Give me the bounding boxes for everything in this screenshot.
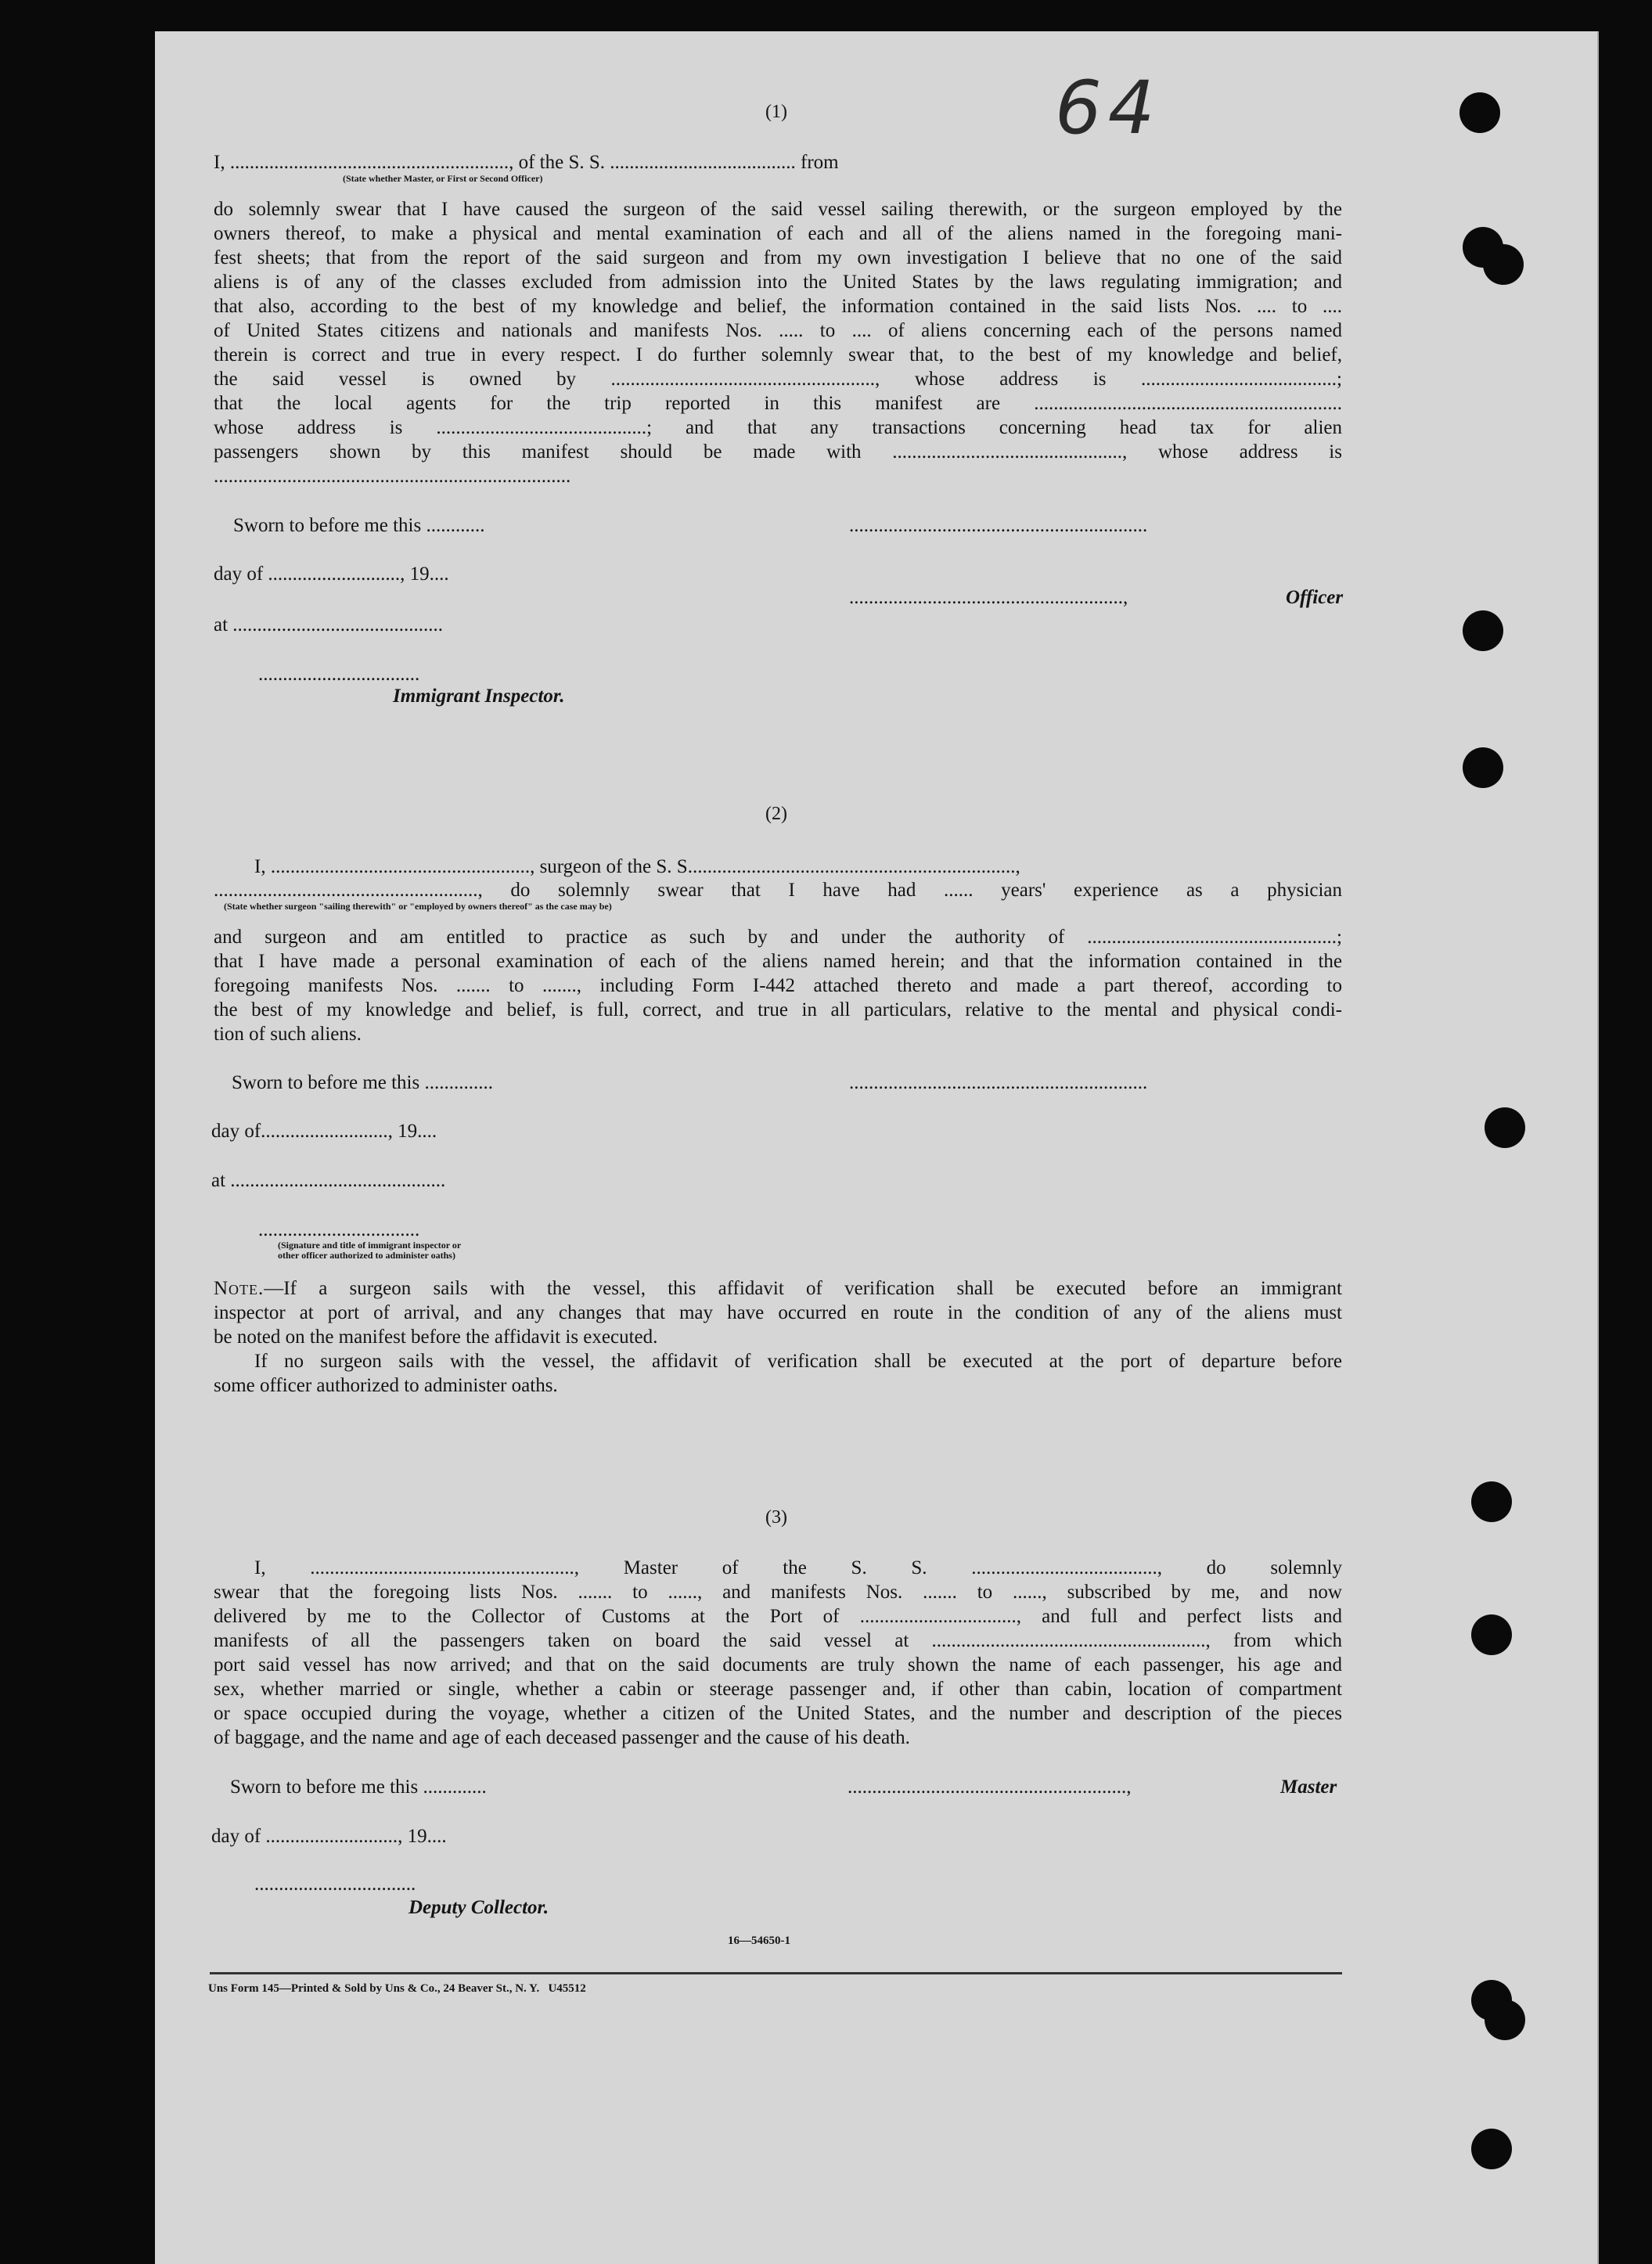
s1-officer-label: Officer [1286,587,1344,608]
s3-body-line: of baggage, and the name and age of each deceased passenger and the cause of his death. [214,1727,910,1748]
s2-note-line: be noted on the manifest before the affidavit is executed. [214,1326,658,1348]
section-2-number: (2) [765,804,787,824]
form-code: 16—54650-1 [728,1935,790,1947]
s2-body-line: the best of my knowledge and belief, is full, correct, and true in all particulars, relative to the mental and physical condi- [214,999,1342,1020]
s2-note-line: inspector at port of arrival, and any changes that may have occurred en route in the condition of any of the aliens must [214,1302,1342,1323]
s2-body-line: and surgeon and am entitled to practice as such by and under the authority of ...................................................; [214,927,1342,948]
s2-body-line: foregoing manifests Nos. ....... to ......., including Form I-442 attached thereto and made a part thereof, according to [214,975,1342,996]
s1-inspector-label: Immigrant Inspector. [393,686,565,707]
handwritten-page-number: 64 [1055,66,1161,151]
s1-body-line: of United States citizens and nationals and manifests Nos. ..... to .... of aliens concerning each of the persons named [214,320,1342,341]
s3-master-dots: ........................................................., [848,1776,1132,1798]
binder-hole [1471,1614,1512,1655]
printer-footer: Uns Form 145—Printed & Sold by Uns & Co., 24 Beaver St., N. Y. U45512 [208,1982,586,1995]
s1-officer-hint: (State whether Master, or First or Second Officer) [343,173,543,184]
s2-sworn-line: Sworn to before me this .............. [232,1072,493,1093]
s3-body-line: port said vessel has now arrived; and that on the said documents are truly shown the name of each passenger, his age and [214,1654,1342,1676]
s2-note-line [214,1276,1342,1301]
s1-day-line: day of ..........................., 19.... [214,563,449,585]
s2-signature-title-dots: ................................. [258,1219,420,1240]
footer-rule [210,1972,1342,1974]
binder-hole [1485,1999,1525,2040]
binder-hole [1463,747,1503,788]
s1-opening-line: I, ........................................................., of the S. S. ...................................... from [214,152,839,173]
s3-collector-label: Deputy Collector. [409,1897,549,1918]
s1-body-line: aliens is of any of the classes excluded from admission into the United States by the laws regulating immigration; and [214,272,1342,293]
s2-signature-dots: ............................................................. [849,1072,1148,1093]
s1-body-line: that the local agents for the trip reported in this manifest are ............................................................... [214,393,1342,414]
binder-hole [1485,1107,1525,1148]
note-text: —If a surgeon sails with the vessel, this affidavit of verification shall be executed before an immigrant [264,1278,1342,1299]
s1-body-line: owners thereof, to make a physical and mental examination of each and all of the aliens named in the foregoing mani- [214,223,1342,244]
binder-hole [1463,610,1503,651]
s2-body-line: that I have made a personal examination of each of the aliens named herein; and that the information contained in the [214,951,1342,972]
s3-body-line: or space occupied during the voyage, whether a citizen of the United States, and the number and description of the pieces [214,1703,1342,1724]
s2-at-line: at ............................................ [211,1170,446,1191]
note-label: Note. [214,1278,265,1299]
s3-body-line: delivered by me to the Collector of Customs at the Port of ................................, and full and perfect lists and [214,1606,1342,1627]
s1-inspector-dots: ................................. [258,664,420,685]
section-1-number: (1) [765,102,787,122]
s1-body-line: that also, according to the best of my knowledge and belief, the information contained in the said lists Nos. .... to .... [214,296,1342,317]
s2-day-line: day of.........................., 19.... [211,1121,437,1142]
s2-body-line: tion of such aliens. [214,1024,362,1045]
s3-day-line: day of ..........................., 19.... [211,1826,447,1847]
s3-body-line: manifests of all the passengers taken on board the said vessel at ........................................................, from which [214,1630,1342,1651]
binder-hole [1471,2129,1512,2169]
binder-hole [1471,1481,1512,1522]
binder-hole [1483,244,1524,285]
s1-body-line: fest sheets; that from the report of the said surgeon and from my own investigation I believe that no one of the said [214,247,1342,268]
s1-at-line: at ........................................... [214,614,444,635]
s2-surgeon-hint: (State whether surgeon "sailing therewith" or "employed by owners thereof" as the case may be) [224,901,612,912]
s2-note-line: some officer authorized to administer oaths. [214,1375,558,1396]
s1-body-line: do solemnly swear that I have caused the surgeon of the said vessel sailing therewith, or the surgeon employed by the [214,199,1342,220]
s1-body-line: passengers shown by this manifest should be made with ..............................................., whose address is [214,441,1342,463]
s2-opening-line-2: ......................................................, do solemnly swear that I have had ...... years' experience as a physician [214,880,1342,901]
s2-signature-title-hint: other officer authorized to administer oaths) [278,1250,455,1261]
s1-body-line: the said vessel is owned by ......................................................, whose address is ........................................; [214,369,1342,390]
s1-signature-dots: ............................................................. [849,515,1148,536]
s1-body-line: ......................................................................... [214,466,571,487]
s2-signature-title-hint: (Signature and title of immigrant inspector or [278,1240,462,1251]
s2-note-line: If no surgeon sails with the vessel, the affidavit of verification shall be executed at the port of departure before [254,1351,1342,1372]
s3-collector-dots: ................................. [254,1873,416,1895]
s3-body-line: I, ......................................................, Master of the S. S. ......................................, do solemnly [254,1557,1342,1578]
s3-master-label: Master [1280,1776,1337,1798]
s1-body-line: therein is correct and true in every respect. I do further solemnly swear that, to the best of my knowledge and belief, [214,344,1342,365]
s3-body-line: sex, whether married or single, whether a cabin or steerage passenger and, if other than cabin, location of compartment [214,1679,1342,1700]
section-3-number: (3) [765,1507,787,1528]
s2-opening-line: I, ....................................................., surgeon of the S. S..................................................................., [254,856,1020,877]
s3-sworn-line: Sworn to before me this ............. [230,1776,487,1798]
binder-hole [1459,92,1500,133]
s1-body-line: whose address is ...........................................; and that any transactions concerning head tax for alien [214,417,1342,438]
s1-officer-dots: ........................................................, [849,587,1128,608]
s3-body-line: swear that the foregoing lists Nos. ....... to ......, and manifests Nos. ....... to ......, subscribed by me, and now [214,1582,1342,1603]
s1-sworn-line: Sworn to before me this ............ [233,515,485,536]
